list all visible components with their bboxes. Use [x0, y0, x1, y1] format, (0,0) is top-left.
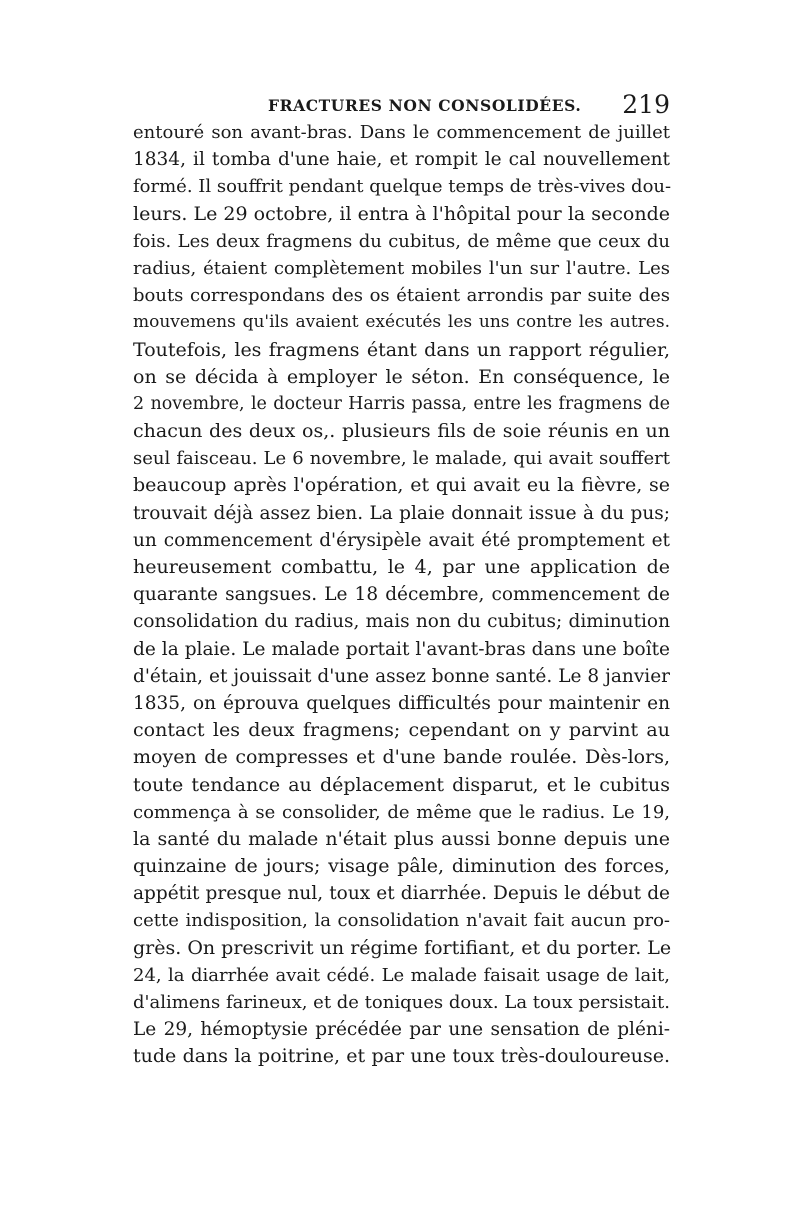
text-line: mouvemens qu'ils avaient exécutés les uns contre les autres.: [133, 312, 670, 333]
text-line: la santé du malade n'était plus aussi bonne depuis une: [133, 827, 670, 850]
text-line: entouré son avant-bras. Dans le commencement de juillet: [133, 122, 670, 143]
text-line: quarante sangsues. Le 18 décembre, commencement de: [133, 584, 670, 606]
text-line: contact les deux fragmens; cependant on y parvint au: [133, 719, 670, 742]
text-line: 24, la diarrhée avait cédé. Le malade faisait usage de lait,: [133, 964, 670, 986]
text-line: formé. Il souffrit pendant quelque temps de très-vives dou-: [133, 176, 672, 198]
text-line: Le 29, hémoptysie précédée par une sensation de pléni-: [133, 1019, 670, 1041]
text-line: 2 novembre, le docteur Harris passa, entre les fragmens de: [133, 393, 670, 414]
text-line: 1835, on éprouva quelques difficultés pour maintenir en: [133, 692, 670, 714]
text-line: cette indisposition, la consolidation n'avait fait aucun pro-: [133, 910, 670, 932]
text-line: radius, étaient complètement mobiles l'un sur l'autre. Les: [133, 257, 670, 279]
page-number: 219: [622, 90, 670, 119]
text-line: de la plaie. Le malade portait l'avant-bras dans une boîte: [133, 638, 670, 660]
running-title: FRACTURES NON CONSOLIDÉES.: [268, 96, 582, 115]
body-text: [133, 119, 670, 1071]
text-line: chacun des deux os,. plusieurs fils de soie réunis en un: [133, 420, 670, 443]
text-line: beaucoup après l'opération, et qui avait eu la fièvre, se: [133, 474, 670, 497]
text-line: commença à se consolider, de même que le radius. Le 19,: [133, 801, 670, 823]
text-line: d'étain, et jouissait d'une assez bonne santé. Le 8 janvier: [133, 665, 670, 687]
text-line: 1834, il tomba d'une haie, et rompit le cal nouvellement: [133, 149, 670, 171]
text-line: toute tendance au déplacement disparut, et le cubitus: [133, 773, 670, 796]
text-line: fois. Les deux fragmens du cubitus, de même que ceux du: [133, 230, 670, 252]
text-line: seul faisceau. Le 6 novembre, le malade, qui avait souffert: [133, 448, 670, 470]
text-line: on se décida à employer le séton. En conséquence, le: [133, 365, 670, 388]
text-line: heureusement combattu, le 4, par une application de: [133, 556, 670, 578]
text-line: trouvait déjà assez bien. La plaie donnait issue à du pus;: [133, 502, 670, 524]
text-line: bouts correspondans des os étaient arrondis par suite des: [133, 285, 670, 307]
text-line: quinzaine de jours; visage pâle, diminution des forces,: [133, 855, 670, 878]
text-line: un commencement d'érysipèle avait été promptement et: [133, 529, 670, 551]
text-line: appétit presque nul, toux et diarrhée. Depuis le début de: [133, 883, 670, 905]
text-line: grès. On prescrivit un régime fortifiant, et du porter. Le: [133, 936, 672, 959]
text-line: consolidation du radius, mais non du cubitus; diminution: [133, 611, 670, 633]
text-line: moyen de compresses et d'une bande roulée. Dès-lors,: [133, 746, 670, 769]
text-line: tude dans la poitrine, et par une toux très-douloureuse.: [133, 1045, 670, 1068]
text-line: d'alimens farineux, et de toniques doux. La toux persistait.: [133, 992, 671, 1013]
text-line: leurs. Le 29 octobre, il entra à l'hôpital pour la seconde: [133, 202, 670, 225]
text-line: Toutefois, les fragmens étant dans un rapport régulier,: [133, 338, 670, 361]
